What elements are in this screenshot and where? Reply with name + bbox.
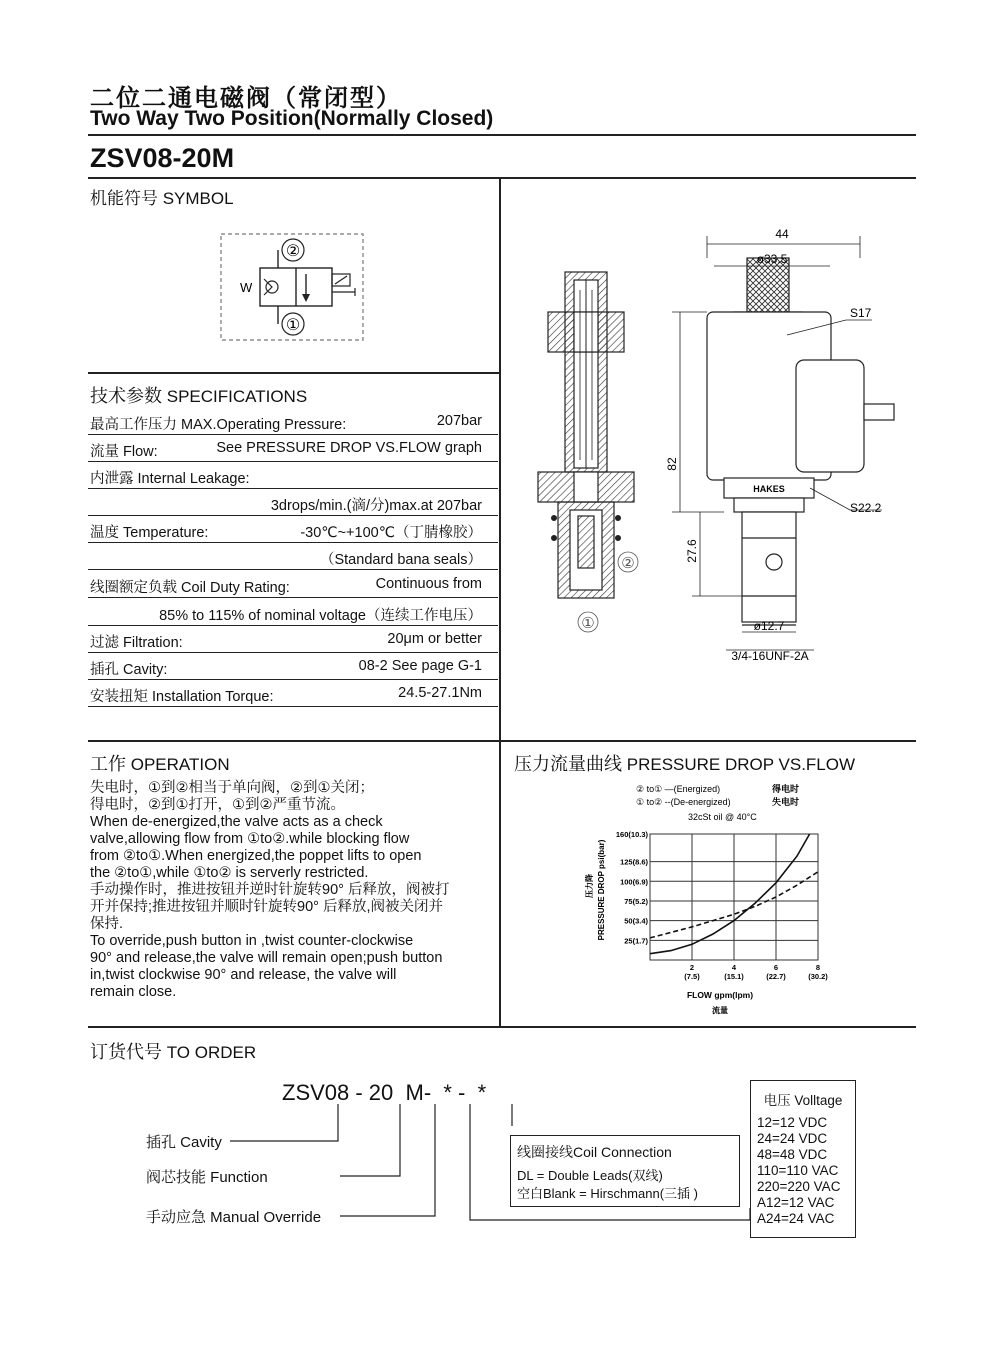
voltage-box [750, 1080, 856, 1238]
operation-line: 开并保持;推进按钮并顺时针旋转90° 后释放,阀被关闭并 [90, 899, 444, 915]
operation-line: 保持. [90, 916, 124, 932]
dim-82: 82 [665, 457, 679, 471]
specs-heading-en: SPECIFICATIONS [166, 387, 308, 406]
voltage-item: 48=48 VDC [757, 1147, 828, 1162]
graph-heading-cn: 压力流量曲线 [514, 754, 622, 774]
spec-label: 最高工作压力 MAX.Operating Pressure: [90, 417, 347, 433]
spec-label: 温度 Temperature: [90, 525, 209, 541]
x-tick-label: 8 [815, 963, 821, 972]
operation-heading [90, 750, 230, 776]
y-tick-label: 50(3.4) [624, 916, 648, 926]
operation-line: remain close. [90, 984, 177, 1000]
spec-row [88, 653, 498, 680]
order-cavity: 插孔 Cavity [146, 1134, 222, 1151]
symbol-heading: 机能符号 SYMBOL [90, 189, 234, 208]
model-number: ZSV08-20M [90, 143, 235, 173]
voltage-item: 12=12 VDC [757, 1115, 828, 1130]
y-tick-label: 25(1.7) [624, 936, 648, 946]
order-heading-cn: 订货代号 [90, 1042, 162, 1062]
spec-row [88, 599, 498, 626]
lower-rule [88, 1026, 916, 1028]
operation-line: in,twist clockwise 90° and release, the valve will [90, 967, 397, 983]
spec-row [88, 435, 498, 462]
drawing-port-1: ① [581, 614, 595, 632]
voltage-item: 110=110 VAC [757, 1163, 839, 1178]
symbol-port-2: ② [285, 241, 301, 260]
spec-value: See PRESSURE DROP VS.FLOW graph [216, 440, 482, 456]
operation-line: 手动操作时，推进按钮并逆时针旋转90° 后释放，阀被打 [90, 882, 450, 898]
xlabel-cn: 流量 [712, 1006, 728, 1015]
dim-s17: S17 [850, 306, 872, 320]
spec-label: 线圈额定负载 Coil Duty Rating: [90, 580, 290, 596]
spec-value: -30℃~+100℃（丁腈橡胶） [300, 525, 482, 541]
drawing-port-2: ② [621, 554, 635, 572]
operation-line: 失电时，①到②相当于单向阀，②到①关闭； [90, 780, 374, 796]
graph-heading [514, 750, 855, 776]
operation-heading-cn: 工作 [90, 754, 126, 774]
legend-deenergized-cn: 失电时 [772, 797, 800, 807]
series-energized-line [650, 834, 810, 954]
operation-line: 90° and release,the valve will remain open;push button [90, 950, 443, 966]
spec-label: 过滤 Filtration: [90, 635, 183, 651]
operation-line: When de-energized,the valve acts as a check [90, 814, 383, 830]
graph-heading-en: PRESSURE DROP VS.FLOW [626, 755, 856, 774]
x-tick-sublabel: (22.7) [766, 972, 786, 981]
spec-label: 内泄露 Internal Leakage: [90, 471, 250, 487]
order-heading [90, 1038, 256, 1064]
voltage-item: 24=24 VDC [757, 1131, 828, 1146]
oil-note: 32cSt oil @ 40°C [688, 812, 757, 822]
operation-heading-en: OPERATION [130, 755, 230, 774]
legend-energized: ② to① —(Energized) [636, 784, 721, 794]
spec-value: 3drops/min.(滴/分)max.at 207bar [270, 498, 482, 514]
coil-blank: 空白Blank = Hirschmann(三插 ) [517, 1186, 698, 1201]
x-tick-label: 6 [773, 963, 779, 972]
legend-deenergized: ① to② --(De-energized) [636, 797, 731, 807]
spec-value: 207bar [436, 413, 482, 429]
spec-label: 插孔 Cavity: [90, 662, 168, 678]
spec-row [88, 543, 498, 570]
y-tick-label: 125(8.6) [620, 857, 648, 867]
spec-row [88, 680, 498, 707]
spec-value: 08-2 See page G-1 [358, 658, 482, 674]
x-tick-label: 4 [731, 963, 737, 972]
order-function: 阀芯技能 Function [146, 1169, 268, 1186]
legend-energized-cn: 得电时 [772, 784, 800, 794]
spec-row [88, 571, 498, 598]
spec-row [88, 516, 498, 543]
operation-line: 得电时，②到①打开，①到②严重节流。 [90, 797, 345, 813]
title-en: Two Way Two Position(Normally Closed) [90, 107, 494, 130]
dim-27-6: 27.6 [685, 539, 699, 563]
ylabel-en: PRESSURE DROP psi(bar) [597, 839, 606, 941]
coil-connection-box [510, 1135, 740, 1207]
spec-value: 20μm or better [387, 631, 482, 647]
x-tick-sublabel: (15.1) [724, 972, 744, 981]
dim-d33-5: ø33.5 [756, 252, 788, 266]
title-cn: 二位二通电磁阀（常闭型） [90, 85, 402, 112]
upper-divider [499, 177, 501, 740]
y-tick-label: 160(10.3) [615, 830, 648, 839]
spec-row [88, 489, 498, 516]
symbol-w: W [240, 280, 253, 295]
order-heading-en: TO ORDER [166, 1043, 257, 1062]
order-override: 手动应急 Manual Override [146, 1209, 322, 1226]
header-rule [88, 134, 916, 136]
model-rule [88, 177, 916, 179]
pressure-flow-chart [570, 778, 870, 1023]
spec-value: 85% to 115% of nominal voltage（连续工作电压） [159, 608, 482, 624]
thread-spec: 3/4-16UNF-2A [731, 649, 809, 663]
coil-title: 线圈接线Coil Connection [517, 1144, 672, 1160]
valve-symbol [215, 228, 370, 346]
spec-value: Continuous from [375, 576, 482, 592]
x-tick-sublabel: (7.5) [684, 972, 700, 981]
spec-label: 安装扭矩 Installation Torque: [90, 689, 274, 705]
spec-row [88, 408, 498, 435]
y-tick-label: 75(5.2) [624, 896, 648, 906]
dim-s22-2: S22.2 [850, 501, 882, 515]
specs-heading-cn: 技术参数 [90, 386, 162, 406]
brand-label: HAKES [753, 484, 785, 494]
dim-44: 44 [775, 227, 789, 241]
ylabel-cn: 压力降 [585, 874, 594, 898]
voltage-title: 电压 Volltage [763, 1093, 843, 1108]
spec-row [88, 462, 498, 489]
valve-drawing [510, 220, 915, 670]
operation-line: from ②to①.When energized,the poppet lifts to open [90, 848, 422, 864]
x-tick-sublabel: (30.2) [808, 972, 828, 981]
spec-label: 流量 Flow: [90, 444, 158, 460]
operation-line: valve,allowing flow from ①to②.while blocking flow [90, 831, 410, 847]
dim-d12-7: ø12.7 [753, 619, 785, 633]
symbol-rule [88, 372, 500, 374]
spec-value: 24.5-27.1Nm [398, 685, 482, 701]
spec-value: （Standard bana seals） [319, 552, 482, 568]
symbol-port-1: ① [285, 315, 301, 334]
x-tick-label: 2 [689, 963, 695, 972]
y-tick-label: 100(6.9) [620, 877, 648, 887]
spec-row [88, 626, 498, 653]
voltage-item: A12=12 VAC [757, 1195, 835, 1210]
xlabel-en: FLOW gpm(lpm) [686, 990, 754, 1000]
operation-text [90, 780, 500, 1001]
voltage-item: 220=220 VAC [757, 1179, 841, 1194]
operation-line: To override,push button in ,twist counter-clockwise [90, 933, 414, 949]
coil-dl: DL = Double Leads(双线) [517, 1168, 663, 1183]
order-code: ZSV08 - 20 M- * - * [282, 1080, 487, 1105]
voltage-item: A24=24 VAC [757, 1211, 835, 1226]
operation-line: the ②to①,while ①to② is serverly restricted. [90, 865, 369, 881]
middle-rule [88, 740, 916, 742]
specs-heading [90, 382, 307, 408]
